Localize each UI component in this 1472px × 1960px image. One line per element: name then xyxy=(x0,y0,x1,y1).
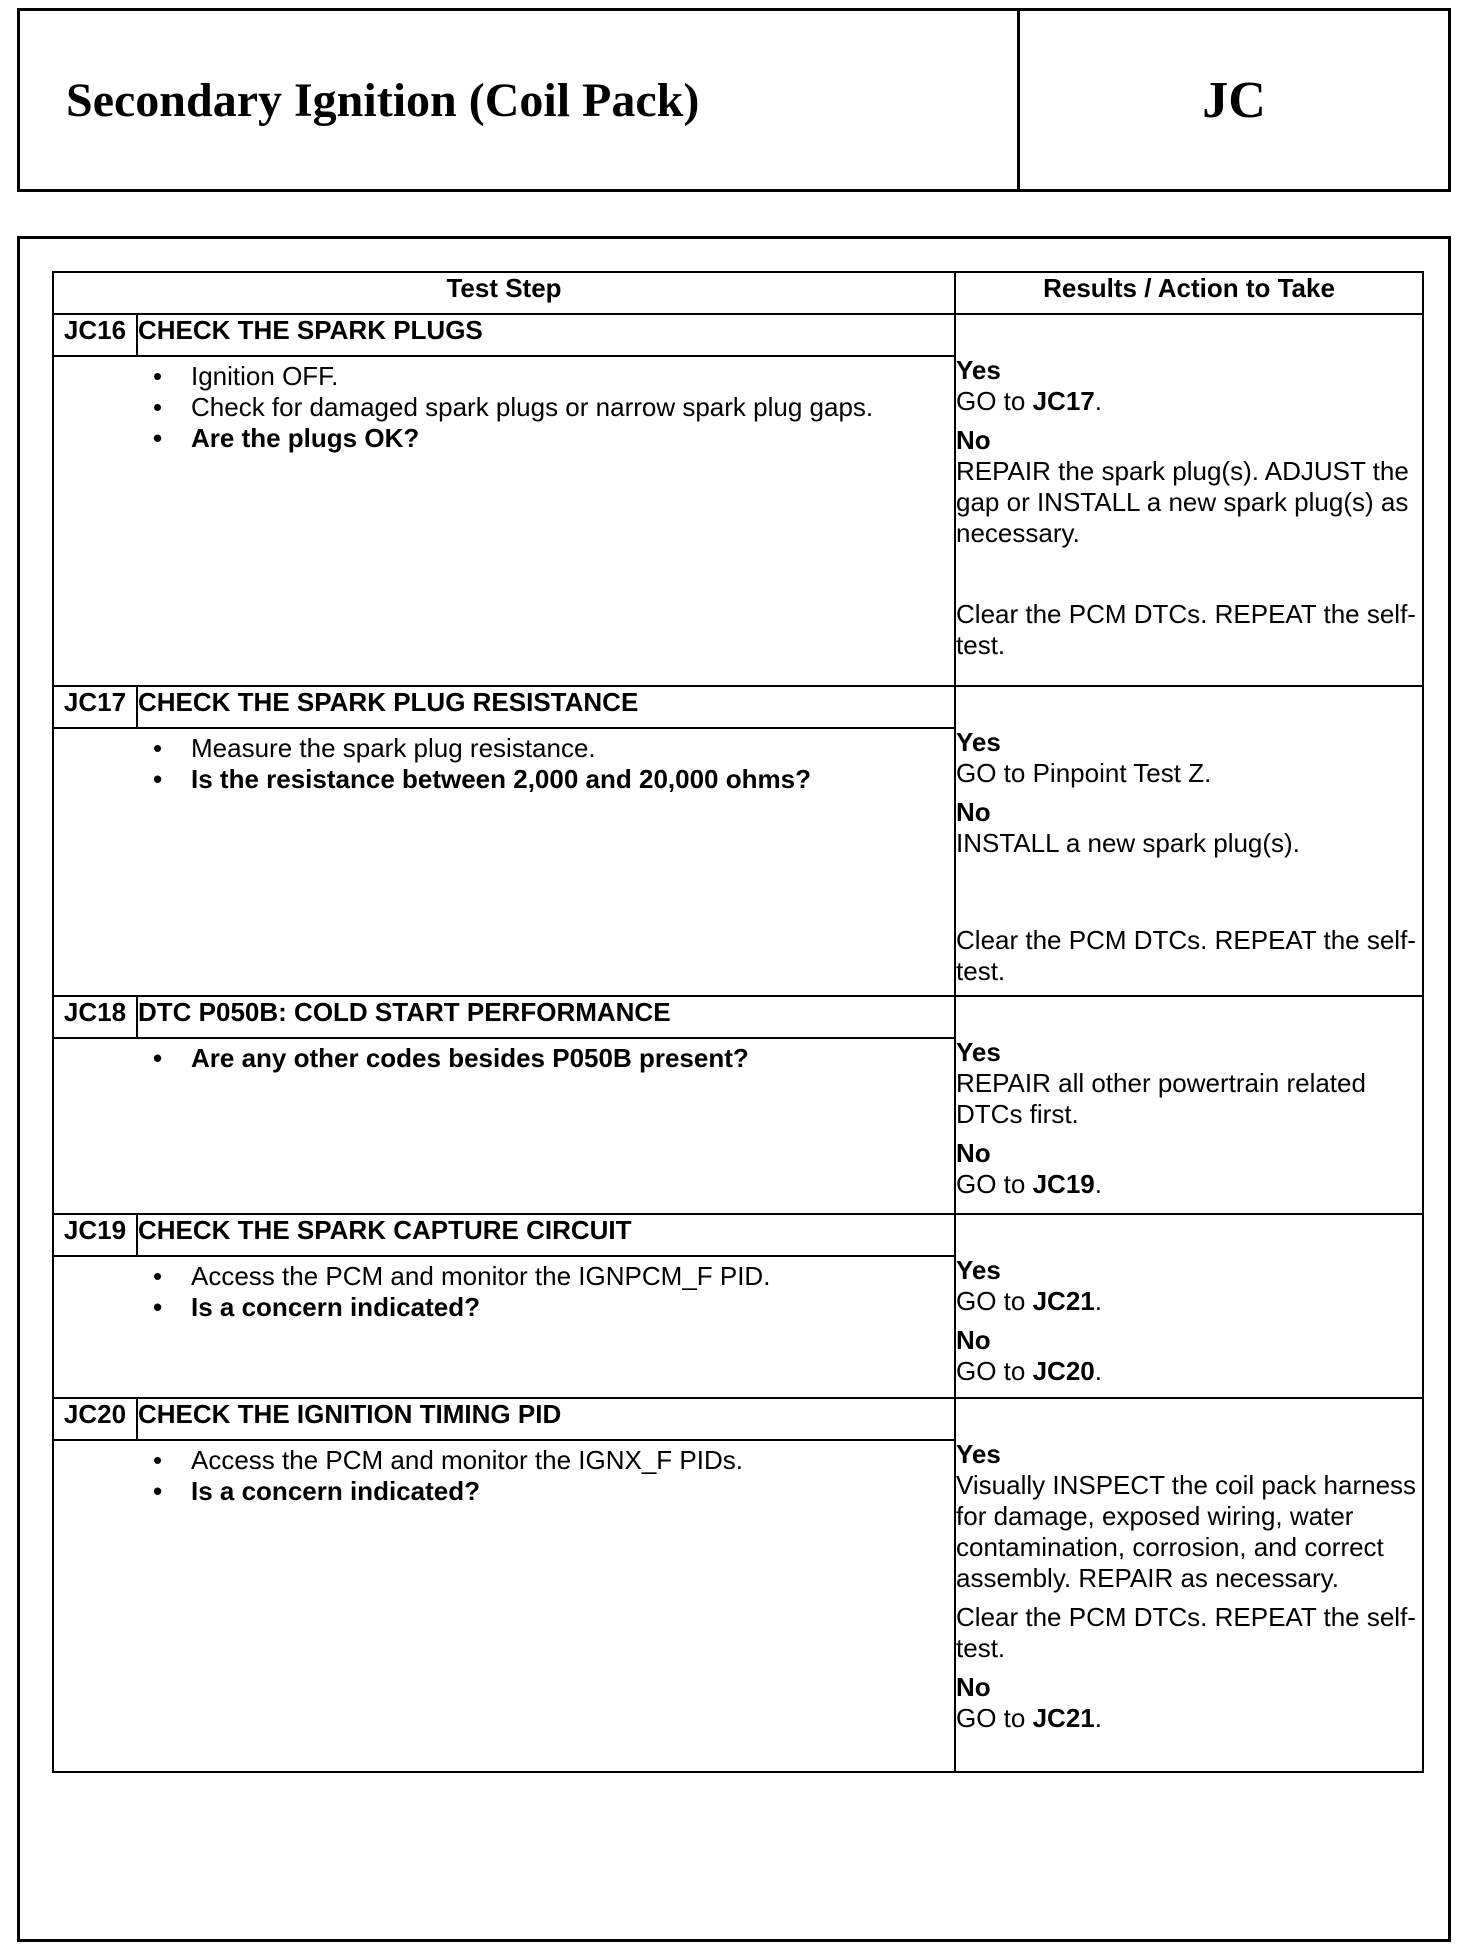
test-step-table xyxy=(52,271,1424,1773)
clear-dtc-action: Clear the PCM DTCs. REPEAT the self-test. xyxy=(956,599,1416,660)
step-title-row xyxy=(53,996,1423,1038)
no-label: No xyxy=(956,1672,991,1702)
yes-action: GO to JC21. xyxy=(956,1286,1102,1316)
instruction-question: • Are any other codes besides P050B present? xyxy=(191,1043,944,1074)
no-label: No xyxy=(956,425,991,455)
instruction-item: • Access the PCM and monitor the IGNX_F PIDs. xyxy=(191,1445,944,1476)
step-reference: JC21 xyxy=(1032,1703,1095,1733)
no-action: GO to JC20. xyxy=(956,1356,1102,1386)
step-id: JC16 xyxy=(53,314,137,356)
no-action: REPAIR the spark plug(s). ADJUST the gap or INSTALL a new spark plug(s) as necessary. xyxy=(956,456,1409,548)
yes-label: Yes xyxy=(956,1255,1001,1285)
column-header-results: Results / Action to Take xyxy=(955,272,1423,314)
column-header-test-step: Test Step xyxy=(53,272,955,314)
step-reference: JC19 xyxy=(1032,1169,1095,1199)
step-results xyxy=(955,996,1423,1214)
instruction-item: • Ignition OFF. xyxy=(191,361,944,392)
instruction-question: • Is a concern indicated? xyxy=(191,1476,944,1507)
step-instructions xyxy=(53,1256,955,1398)
step-title: DTC P050B: COLD START PERFORMANCE xyxy=(137,996,955,1038)
step-results xyxy=(955,686,1423,996)
yes-label: Yes xyxy=(956,727,1001,757)
step-title-row xyxy=(53,1398,1423,1440)
instruction-question: • Are the plugs OK? xyxy=(191,423,944,454)
yes-action: Visually INSPECT the coil pack harness for damage, exposed wiring, water contamination, corrosion, and correct assembly. REPAIR as necessary. xyxy=(956,1470,1417,1593)
step-id: JC18 xyxy=(53,996,137,1038)
instruction-question: • Is the resistance between 2,000 and 20,000 ohms? xyxy=(191,764,944,795)
clear-dtc-action: Clear the PCM DTCs. REPEAT the self-test. xyxy=(956,1602,1416,1663)
no-label: No xyxy=(956,1325,991,1355)
step-results xyxy=(955,1398,1423,1772)
step-results xyxy=(955,1214,1423,1398)
step-instructions xyxy=(53,356,955,686)
instruction-item: • Check for damaged spark plugs or narrow spark plug gaps. xyxy=(191,392,944,423)
step-reference: JC17 xyxy=(1032,386,1095,416)
yes-label: Yes xyxy=(956,1439,1001,1469)
no-action: GO to JC19. xyxy=(956,1169,1102,1199)
yes-label: Yes xyxy=(956,355,1001,385)
step-title: CHECK THE SPARK PLUG RESISTANCE xyxy=(137,686,955,728)
step-title-row xyxy=(53,1214,1423,1256)
instruction-question: • Is a concern indicated? xyxy=(191,1292,944,1323)
step-id: JC17 xyxy=(53,686,137,728)
step-results xyxy=(955,314,1423,686)
page-header xyxy=(17,8,1451,192)
step-title-row xyxy=(53,314,1423,356)
yes-action: GO to Pinpoint Test Z. xyxy=(956,758,1212,788)
instruction-item: • Access the PCM and monitor the IGNPCM_F PID. xyxy=(191,1261,944,1292)
section-code: JC xyxy=(1202,71,1266,129)
yes-action: GO to JC17. xyxy=(956,386,1102,416)
step-instructions xyxy=(53,1038,955,1214)
step-reference: JC21 xyxy=(1032,1286,1095,1316)
no-action: INSTALL a new spark plug(s). xyxy=(956,828,1300,858)
instruction-item: • Measure the spark plug resistance. xyxy=(191,733,944,764)
step-reference: JC20 xyxy=(1032,1356,1095,1386)
no-label: No xyxy=(956,797,991,827)
step-instructions xyxy=(53,728,955,996)
no-label: No xyxy=(956,1138,991,1168)
step-instructions xyxy=(53,1440,955,1772)
step-title-row xyxy=(53,686,1423,728)
step-title: CHECK THE IGNITION TIMING PID xyxy=(137,1398,955,1440)
step-id: JC20 xyxy=(53,1398,137,1440)
yes-label: Yes xyxy=(956,1037,1001,1067)
step-id: JC19 xyxy=(53,1214,137,1256)
table-header-row xyxy=(53,272,1423,314)
page-title: Secondary Ignition (Coil Pack) xyxy=(20,11,1020,189)
clear-dtc-action: Clear the PCM DTCs. REPEAT the self-test. xyxy=(956,925,1416,986)
no-action: GO to JC21. xyxy=(956,1703,1102,1733)
step-title: CHECK THE SPARK PLUGS xyxy=(137,314,955,356)
step-title: CHECK THE SPARK CAPTURE CIRCUIT xyxy=(137,1214,955,1256)
yes-action: REPAIR all other powertrain related DTCs first. xyxy=(956,1068,1366,1129)
content-frame xyxy=(17,236,1451,1942)
